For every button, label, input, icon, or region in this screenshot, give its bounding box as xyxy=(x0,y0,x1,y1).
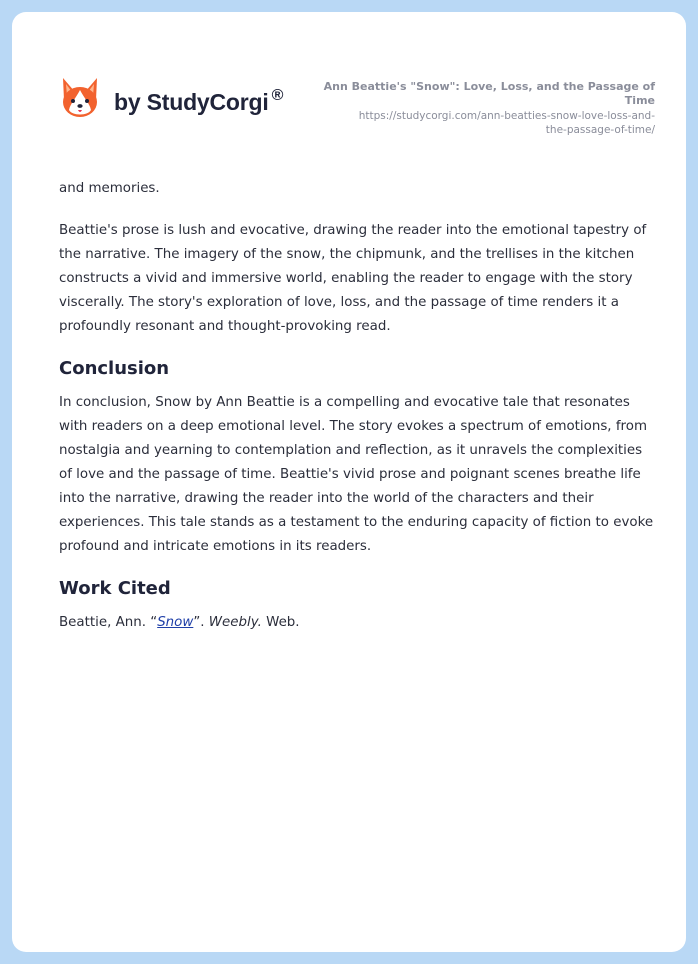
document-url-line-1: https://studycorgi.com/ann-beatties-snow-love-loss-and- xyxy=(358,110,655,122)
studycorgi-logo[interactable] xyxy=(60,76,283,120)
citation-link[interactable]: Snow xyxy=(157,615,194,630)
citation-after-link: ”. xyxy=(193,615,209,630)
citation-entry xyxy=(59,611,659,635)
document-page xyxy=(12,12,686,952)
conclusion-paragraph: In conclusion, Snow by Ann Beattie is a compelling and evocative tale that resonates with readers on a deep emotional level. The story evokes a spectrum of emotions, from nostalgia and yearning to contemplation and reflection, as it unravels the complexities of love and the passage of time. Beattie's vivid prose and poignant scenes breathe life into the narrative, drawing the reader into the world of the characters and their experiences. This tale stands as a testament to the enduring capacity of fiction to evoke profound and intricate emotions in its readers. xyxy=(59,395,654,554)
intro-fragment: and memories. xyxy=(59,181,160,196)
registered-mark: ® xyxy=(271,86,284,104)
document-url-line-2: the-passage-of-time/ xyxy=(545,124,655,136)
document-header-info xyxy=(305,80,655,137)
prose-paragraph: Beattie's prose is lush and evocative, drawing the reader into the emotional tapestry of the narrative. The imagery of the snow, the chipmunk, and the trellises in the kitchen constructs a vivid and immersive world, enabling the reader to engage with the story viscerally. The story's exploration of love, loss, and the passage of time renders it a profoundly resonant and thought-provoking read. xyxy=(59,223,647,334)
document-body xyxy=(59,177,659,635)
corgi-icon xyxy=(60,76,100,120)
works-cited-heading: Work Cited xyxy=(59,578,171,599)
citation-author: Beattie, Ann. “ xyxy=(59,615,158,630)
citation-source: Weebly. xyxy=(208,615,262,630)
brand-name: by StudyCorgi ® xyxy=(114,86,284,115)
citation-medium: Web. xyxy=(261,615,300,630)
document-title: Ann Beattie's "Snow": Love, Loss, and the Passage of Time xyxy=(323,80,655,107)
document-url[interactable] xyxy=(305,109,655,137)
conclusion-heading: Conclusion xyxy=(59,358,170,379)
